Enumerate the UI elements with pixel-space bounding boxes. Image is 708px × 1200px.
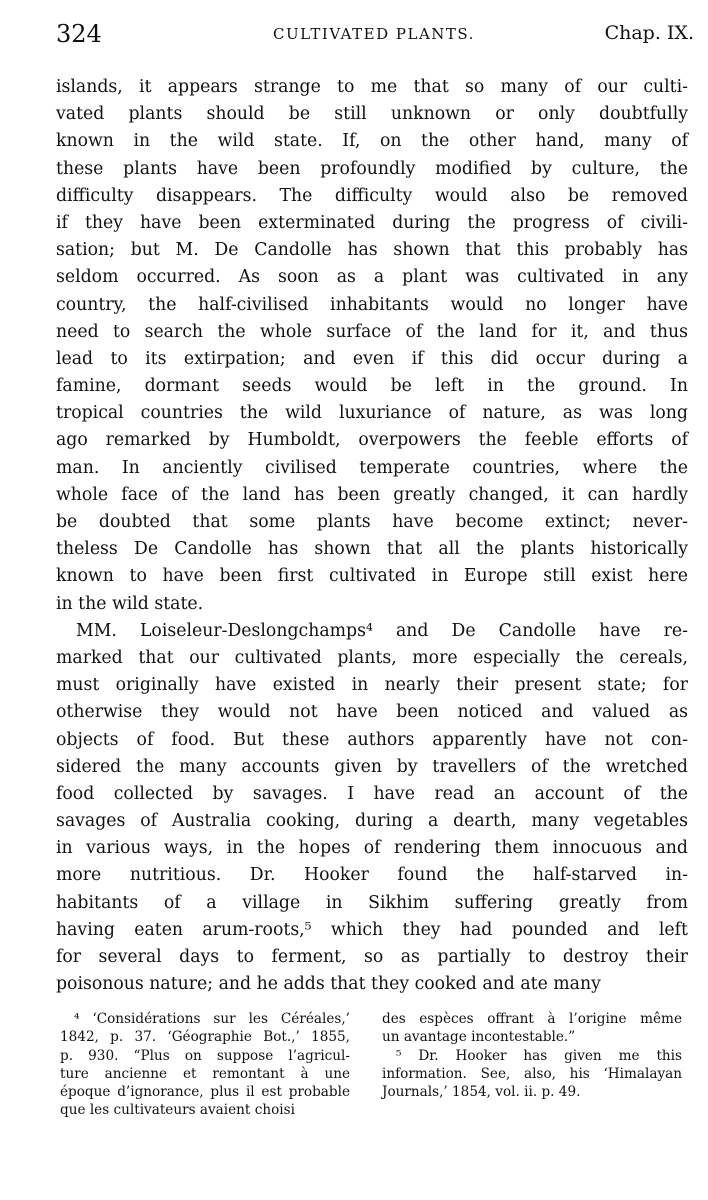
text-line: in the wild state. [56, 593, 204, 614]
text-line: if they have been exterminated during the progress of civili- [56, 212, 688, 233]
text-line: otherwise they would not have been noticed and valued as [56, 702, 688, 723]
footnote-line: ⁴ ‘Considérations sur les Céréales,’ [74, 1011, 350, 1027]
text-line: more nutritious. Dr. Hooker found the half-starved in- [56, 865, 688, 886]
body-text [56, 74, 688, 998]
footnote-line: des espèces offrant à l’origine même [382, 1011, 682, 1027]
text-line: in various ways, in the hopes of rendering them innocuous and [56, 838, 688, 859]
page-number: 324 [56, 20, 102, 48]
footnote-line: information. See, also, his ‘Himalayan [382, 1065, 682, 1082]
footnote-line: p. 930. “Plus on suppose l’agricul- [60, 1047, 350, 1064]
text-line: sidered the many accounts given by travellers of the wretched [56, 756, 688, 777]
running-title: CULTIVATED PLANTS. [273, 25, 475, 43]
text-line: lead to its extirpation; and even if this did occur during a [56, 348, 688, 369]
text-line: sation; but M. De Candolle has shown that this probably has [56, 240, 688, 261]
text-line: food collected by savages. I have read an account of the [56, 783, 688, 804]
text-line: vated plants should be still unknown or only doubtfully [56, 104, 688, 125]
text-line: need to search the whole surface of the land for it, and thus [56, 321, 688, 342]
paragraph [56, 74, 688, 618]
text-line: savages of Australia cooking, during a dearth, many vegetables [56, 811, 688, 832]
footnote-line: Journals,’ 1854, vol. ii. p. 49. [382, 1084, 581, 1101]
text-line: must originally have existed in nearly their present state; for [56, 675, 688, 696]
footnote-line: ⁵ Dr. Hooker has given me this [396, 1047, 682, 1064]
text-line: known in the wild state. If, on the other hand, many of [56, 131, 688, 152]
text-line: whole face of the land has been greatly changed, it can hardly [56, 484, 688, 505]
chapter-label: Chap. IX. [604, 22, 694, 44]
footnote-column-right [382, 1010, 682, 1101]
text-line: habitants of a village in Sikhim suffering greatly from [56, 892, 688, 913]
paragraph [56, 618, 688, 999]
footnote-line: époque d’ignorance, plus il est probable [60, 1084, 350, 1101]
text-line: islands, it appears strange to me that so many of our culti- [56, 77, 688, 97]
text-line: country, the half-civilised inhabitants would no longer have [56, 294, 688, 315]
text-line: having eaten arum-roots,⁵ which they had pounded and left [56, 919, 688, 940]
text-line: for several days to ferment, so as partially to destroy their [56, 947, 688, 967]
text-line: difficulty disappears. The difficulty would also be removed [56, 185, 688, 206]
footnote-line: que les cultivateurs avaient choisi [60, 1102, 295, 1119]
text-line: theless De Candolle has shown that all the plants historically [56, 539, 688, 560]
text-line: MM. Loiseleur-Deslongchamps⁴ and De Candolle have re- [76, 620, 688, 641]
page-header [50, 20, 698, 54]
text-line: objects of food. But these authors apparently have not con- [56, 729, 688, 750]
footnotes [56, 1010, 688, 1120]
footnote-line: 1842, p. 37. ‘Géographie Bot.,’ 1855, [60, 1029, 350, 1046]
text-line: man. In anciently civilised temperate countries, where the [56, 457, 688, 478]
text-line: these plants have been profoundly modified by culture, the [56, 158, 688, 179]
footnote-column-left [60, 1010, 350, 1120]
text-line: seldom occurred. As soon as a plant was cultivated in any [56, 267, 688, 288]
text-line: famine, dormant seeds would be left in the ground. In [56, 376, 688, 397]
text-line: be doubted that some plants have become extinct; never- [56, 512, 688, 532]
footnote-line: ture ancienne et remontant à une [60, 1065, 350, 1082]
text-line: known to have been first cultivated in Europe still exist here [56, 566, 688, 587]
text-line: tropical countries the wild luxuriance of nature, as was long [56, 403, 688, 424]
text-line: marked that our cultivated plants, more especially the cereals, [56, 647, 688, 668]
text-line: ago remarked by Humboldt, overpowers the feeble efforts of [56, 430, 688, 451]
text-line: poisonous nature; and he adds that they cooked and ate many [56, 974, 601, 995]
footnote-line: un avantage incontestable.” [382, 1029, 576, 1046]
